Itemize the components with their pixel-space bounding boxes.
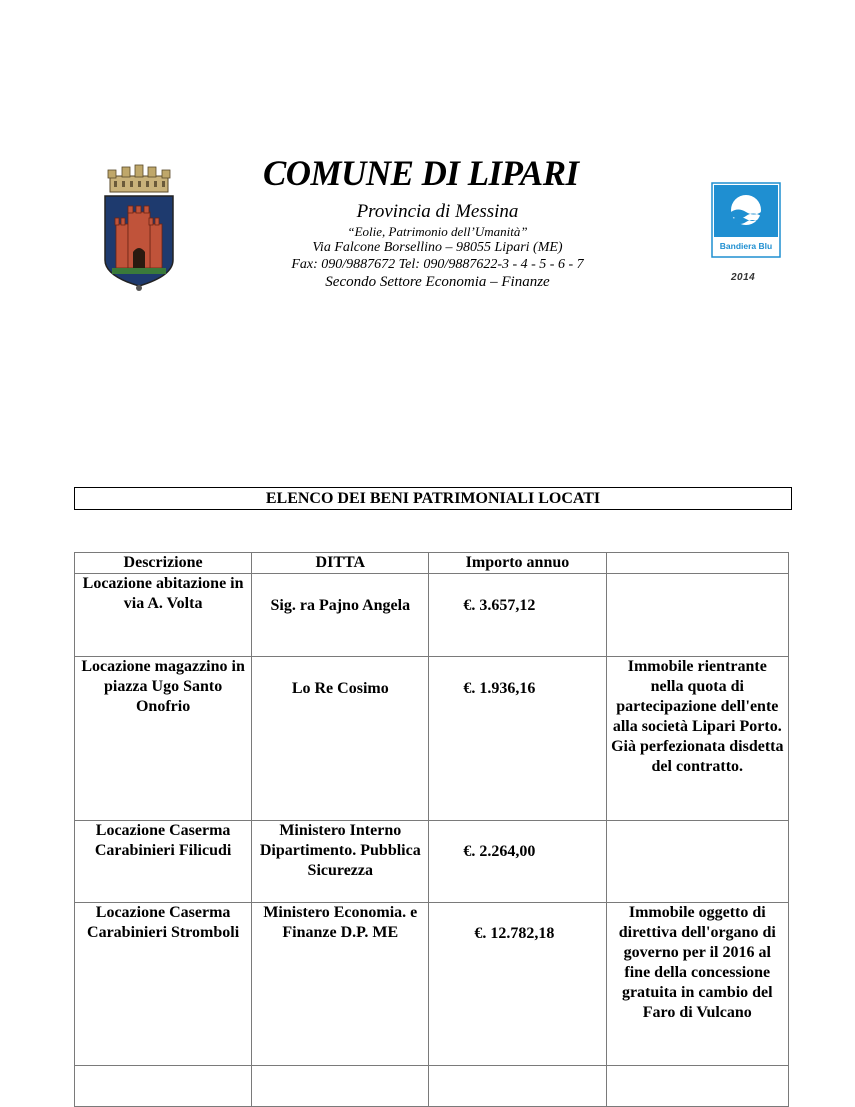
cell-ditta: Lo Re Cosimo xyxy=(252,657,429,821)
cell-importo: €. 12.782,18 xyxy=(429,903,606,1066)
list-title: ELENCO DEI BENI PATRIMONIALI LOCATI xyxy=(74,487,792,510)
assets-table xyxy=(74,552,789,1107)
cell-note: Immobile oggetto di direttiva dell'organo di governo per il 2016 al fine della concessione gratuita in cambio del Faro di Vulcano xyxy=(606,903,788,1066)
header-descrizione: Descrizione xyxy=(75,553,252,574)
badge-label: Bandiera Blu xyxy=(719,241,773,251)
cell-descrizione: Locazione abitazione in via A. Volta xyxy=(75,574,252,657)
cell-importo: €. 2.264,00 xyxy=(429,821,606,903)
cell-importo: €. 1.936,16 xyxy=(429,657,606,821)
page-title: COMUNE DI LIPARI xyxy=(263,153,579,193)
cell-descrizione: Locazione Caserma Carabinieri Stromboli xyxy=(75,903,252,1066)
cell-empty xyxy=(606,1066,788,1107)
cell-note xyxy=(606,574,788,657)
header-note xyxy=(606,553,788,574)
cell-importo: €. 3.657,12 xyxy=(429,574,606,657)
department-line: Secondo Settore Economia – Finanze xyxy=(325,274,550,290)
cell-empty xyxy=(75,1066,252,1107)
cell-empty xyxy=(252,1066,429,1107)
motto-line: “Eolie, Patrimonio dell’Umanità” xyxy=(347,224,528,239)
table-row-empty xyxy=(75,1066,789,1107)
badge-year: 2014 xyxy=(731,272,756,283)
cell-ditta: Sig. ra Pajno Angela xyxy=(252,574,429,657)
table-row xyxy=(75,903,789,1066)
address-line: Via Falcone Borsellino – 98055 Lipari (ME) xyxy=(312,240,563,255)
cell-note xyxy=(606,821,788,903)
bandiera-blu-logo xyxy=(711,182,781,258)
province-line: Provincia di Messina xyxy=(356,201,519,222)
cell-note: Immobile rientrante nella quota di partecipazione dell'ente alla società Lipari Porto. Già perfezionata disdetta del contratto. xyxy=(606,657,788,821)
cell-descrizione: Locazione magazzino in piazza Ugo Santo Onofrio xyxy=(75,657,252,821)
header-ditta: DITTA xyxy=(252,553,429,574)
cell-empty xyxy=(429,1066,606,1107)
cell-descrizione: Locazione Caserma Carabinieri Filicudi xyxy=(75,821,252,903)
header-importo: Importo annuo xyxy=(429,553,606,574)
table-header-row xyxy=(75,553,789,574)
table-row xyxy=(75,574,789,657)
table-row xyxy=(75,821,789,903)
cell-ditta: Ministero Interno Dipartimento. Pubblica Sicurezza xyxy=(252,821,429,903)
cell-ditta: Ministero Economia. e Finanze D.P. ME xyxy=(252,903,429,1066)
contacts-line: Fax: 090/9887672 Tel: 090/9887622-3 - 4 - 5 - 6 - 7 xyxy=(291,257,584,272)
table-row xyxy=(75,657,789,821)
